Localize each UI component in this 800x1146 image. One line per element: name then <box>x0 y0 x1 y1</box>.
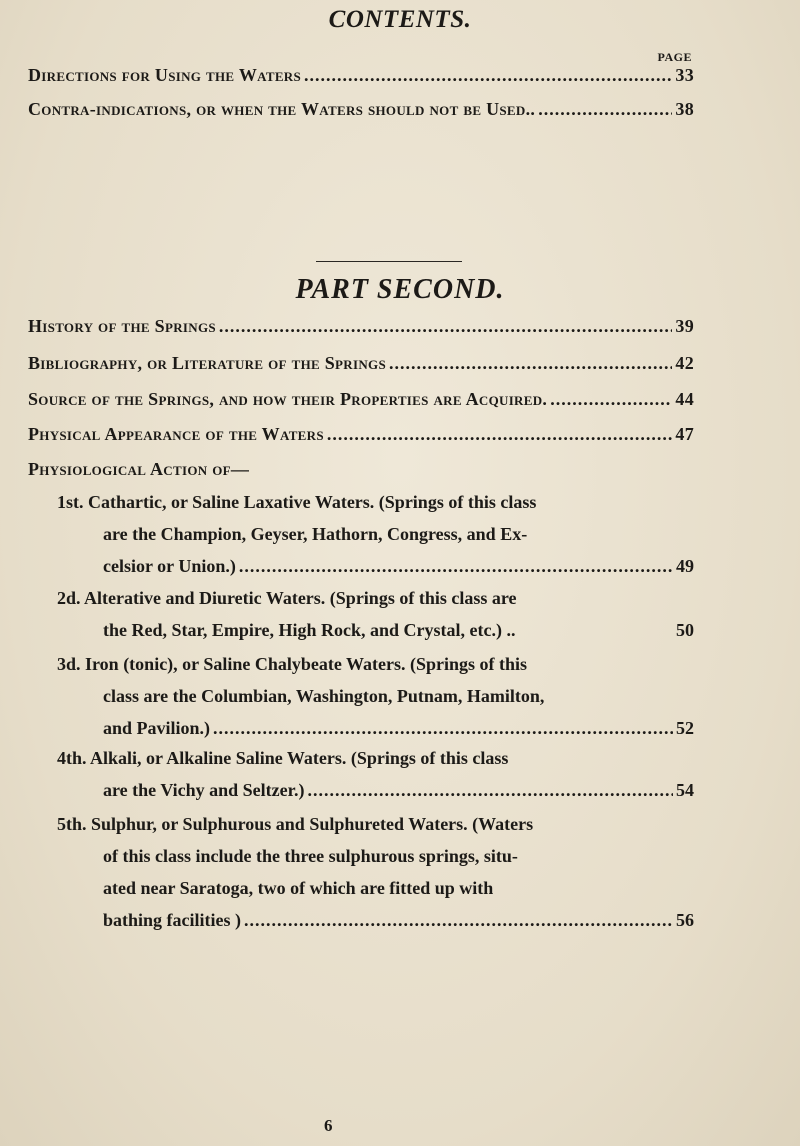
leader-dots <box>307 774 673 806</box>
leader-dots <box>244 904 673 936</box>
toc-entry-page: 42 <box>675 353 694 373</box>
toc-subentry <box>57 742 694 806</box>
leader-dots <box>389 352 672 374</box>
toc-subentry <box>57 648 694 744</box>
subentry-page: 52 <box>676 718 694 738</box>
toc-entry-title: Contra-indications, or when the Waters should not be Used.. <box>28 99 536 119</box>
leader-dots <box>213 712 673 744</box>
running-title: CONTENTS. <box>328 6 472 33</box>
toc-entry-title: Source of the Springs, and how their Properties are Acquired. <box>28 389 548 409</box>
subentry-line: class are the Columbian, Washington, Putnam, Hamilton, <box>103 686 545 706</box>
toc-subentry <box>57 486 694 582</box>
subentry-line: 4th. Alkali, or Alkaline Saline Waters. (Springs of this class <box>57 748 509 768</box>
page-column-label: PAGE <box>657 50 692 64</box>
subentry-page: 56 <box>676 910 694 930</box>
subentry-line: 3d. Iron (tonic), or Saline Chalybeate Waters. (Springs of this <box>57 654 528 674</box>
subentry-page: 50 <box>676 620 694 640</box>
toc-entry <box>28 315 694 337</box>
section-divider <box>316 261 462 262</box>
toc-entry <box>28 388 694 410</box>
subentry-page: 54 <box>676 780 694 800</box>
subentry-line: the Red, Star, Empire, High Rock, and Crystal, etc.) .. <box>103 620 516 640</box>
toc-entry <box>28 64 694 86</box>
subentry-line: 5th. Sulphur, or Sulphurous and Sulphureted Waters. (Waters <box>57 814 534 834</box>
toc-entry-page: 38 <box>675 99 694 119</box>
toc-entry <box>28 352 694 374</box>
toc-entry <box>28 423 694 445</box>
subentry-line: 1st. Cathartic, or Saline Laxative Waters. (Springs of this class <box>57 492 537 512</box>
subentry-line: 2d. Alterative and Diuretic Waters. (Springs of this class are <box>57 588 517 608</box>
subentry-page: 49 <box>676 556 694 576</box>
toc-entry-title: Physiological Action of— <box>28 459 250 479</box>
subentry-line: are the Champion, Geyser, Hathorn, Congress, and Ex- <box>103 524 528 544</box>
subentry-line: of this class include the three sulphurous springs, situ- <box>103 846 518 866</box>
toc-entry-page: 33 <box>675 65 694 85</box>
toc-entry-page: 39 <box>675 316 694 336</box>
toc-entry-page: 47 <box>675 424 694 444</box>
subentry-line: ated near Saratoga, two of which are fitted up with <box>103 878 494 898</box>
leader-dots <box>219 315 672 337</box>
toc-entry-title: Physical Appearance of the Waters <box>28 424 324 444</box>
toc-entry <box>28 458 694 480</box>
toc-entry-page: 44 <box>675 389 694 409</box>
leader-dots <box>239 550 673 582</box>
toc-entry <box>28 98 694 120</box>
subentry-line: are the Vichy and Seltzer.) <box>103 780 305 800</box>
leader-dots <box>304 64 672 86</box>
toc-subentry <box>57 808 694 936</box>
toc-entry-title: Bibliography, or Literature of the Springs <box>28 353 386 373</box>
toc-subentry <box>57 582 694 646</box>
subentry-line: and Pavilion.) <box>103 718 211 738</box>
toc-entry-title: History of the Springs <box>28 316 216 336</box>
leader-dots <box>327 423 673 445</box>
toc-entry-title: Directions for Using the Waters <box>28 65 302 85</box>
part-heading: PART SECOND. <box>295 274 505 305</box>
page-folio: 6 <box>324 1116 333 1135</box>
leader-dots <box>550 388 672 410</box>
subentry-line: bathing facilities ) <box>103 910 241 930</box>
subentry-line: celsior or Union.) <box>103 556 236 576</box>
leader-dots <box>538 98 672 120</box>
